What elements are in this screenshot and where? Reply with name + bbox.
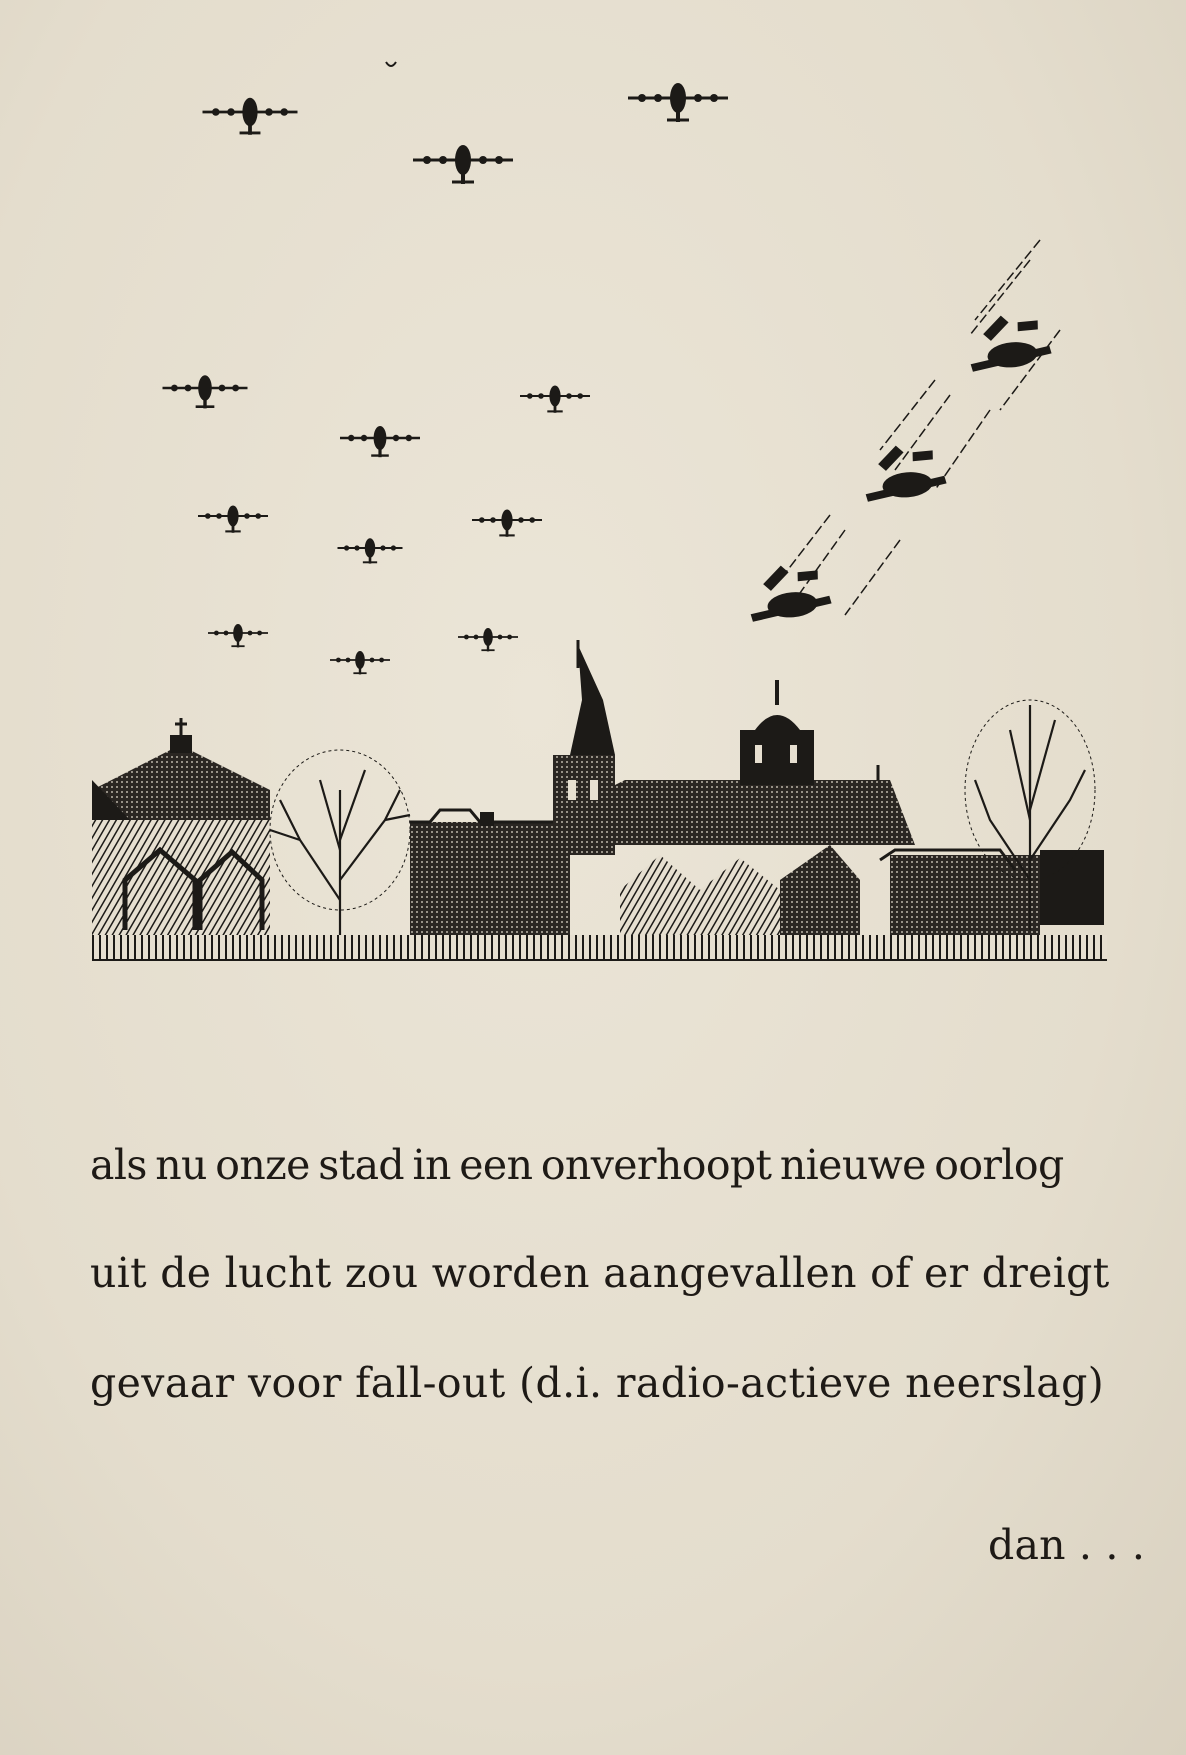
text-line-1: als nu onze stad in een onverhoopt nieuwe oorlog [90, 1141, 1064, 1189]
text-line-3: gevaar voor fall-out (d.i. radio-actieve neerslag) [90, 1359, 1105, 1407]
town-skyline [92, 640, 1107, 960]
text-line-2: uit de lucht zou worden aangevallen of er dreigt [90, 1249, 1110, 1297]
text-line-4: dan . . . [988, 1521, 1146, 1569]
